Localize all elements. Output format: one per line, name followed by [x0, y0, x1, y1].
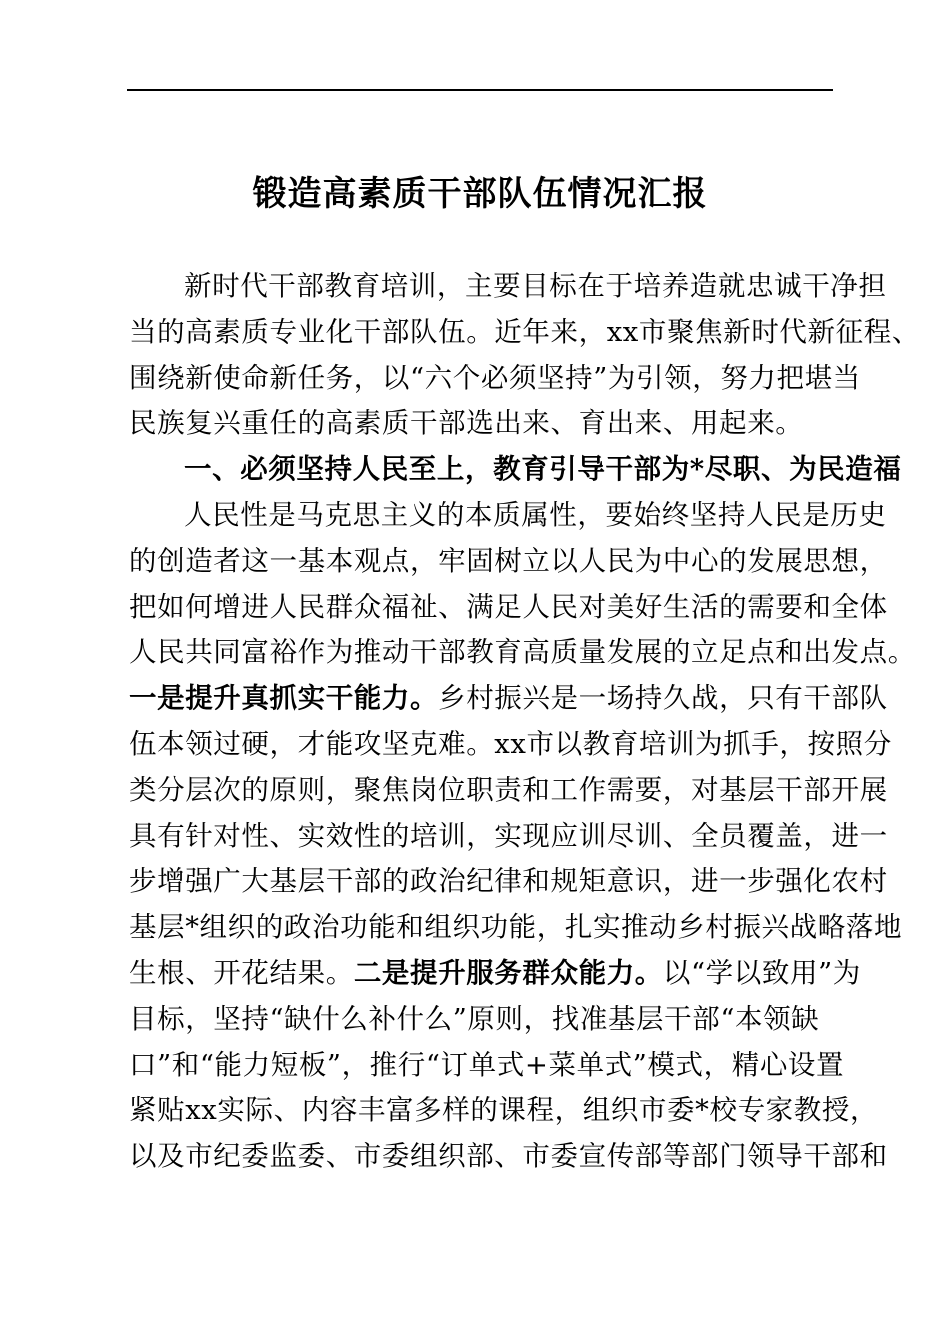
- text-line: [129, 264, 887, 310]
- text-segment: 生根、开花结果。: [129, 956, 354, 989]
- text-segment: 步增强广大基层干部的政治纪律和规矩意识，进一步强化农村: [129, 865, 888, 898]
- text-line: [129, 310, 920, 356]
- document-title: 锻造高素质干部队伍情况汇报: [252, 174, 708, 214]
- text-line: [129, 447, 902, 493]
- text-line: [129, 401, 849, 447]
- text-segment: 新时代干部教育培训，主要目标在于培养造就忠诚干净担: [184, 270, 887, 302]
- text-segment: 当的高素质专业化干部队伍。近年来，xx市聚焦新时代新征程、: [129, 315, 920, 348]
- text-line: [129, 859, 888, 905]
- header-rule: [127, 89, 833, 91]
- text-line: [129, 585, 888, 631]
- document-body: [129, 264, 920, 1180]
- text-line: [129, 493, 887, 539]
- bold-text: 二是提升服务群众能力。: [353, 956, 663, 989]
- text-segment: 乡村振兴是一场持久战，只有干部队: [438, 682, 888, 715]
- text-line: [129, 814, 888, 860]
- text-line: [129, 539, 888, 585]
- text-segment: 以“学以致用”为: [662, 956, 861, 989]
- bold-text: 一、必须坚持人民至上，教育引导干部为*尽职、为民造福: [184, 453, 902, 486]
- text-line: [129, 676, 888, 722]
- text-line: [129, 630, 916, 676]
- text-segment: 以及市纪委监委、市委组织部、市委宣传部等部门领导干部和: [129, 1140, 888, 1173]
- text-segment: 人民性是马克思主义的本质属性，要始终坚持人民是历史: [184, 498, 887, 531]
- text-line: [129, 997, 849, 1043]
- text-segment: 口”和“能力短板”，推行“订单式+菜单式”模式，精心设置: [129, 1048, 845, 1081]
- text-segment: 目标，坚持“缺什么补什么”原则，找准基层干部“本领缺: [129, 1002, 820, 1035]
- text-segment: 伍本领过硬，才能攻坚克难。xx市以教育培训为抓手，按照分: [129, 727, 892, 760]
- text-segment: 把如何增进人民群众福祉、满足人民对美好生活的需要和全体: [129, 590, 888, 623]
- text-segment: 具有针对性、实效性的培训，实现应训尽训、全员覆盖，进一: [129, 819, 888, 852]
- text-segment: 民族复兴重任的高素质干部选出来、育出来、用起来。: [129, 407, 804, 440]
- text-line: [129, 905, 903, 951]
- text-segment: 人民共同富裕作为推动干部教育高质量发展的立足点和出发点。: [129, 636, 916, 669]
- text-segment: 紧贴xx实际、内容丰富多样的课程，组织市委*校专家教授，: [129, 1094, 879, 1127]
- bold-text: 一是提升真抓实干能力。: [129, 682, 439, 715]
- text-segment: 的创造者这一基本观点，牢固树立以人民为中心的发展思想，: [129, 544, 888, 577]
- text-line: [129, 1043, 849, 1089]
- text-segment: 基层*组织的政治功能和组织功能，扎实推动乡村振兴战略落地: [129, 911, 903, 944]
- text-line: [129, 722, 892, 768]
- text-segment: 围绕新使命新任务，以“六个必须坚持”为引领，努力把堪当: [129, 361, 861, 394]
- text-line: [129, 951, 861, 997]
- text-line: [129, 1134, 888, 1180]
- text-line: [129, 356, 861, 402]
- text-line: [129, 768, 888, 814]
- text-line: [129, 1088, 879, 1134]
- text-segment: 类分层次的原则，聚焦岗位职责和工作需要，对基层干部开展: [129, 773, 888, 806]
